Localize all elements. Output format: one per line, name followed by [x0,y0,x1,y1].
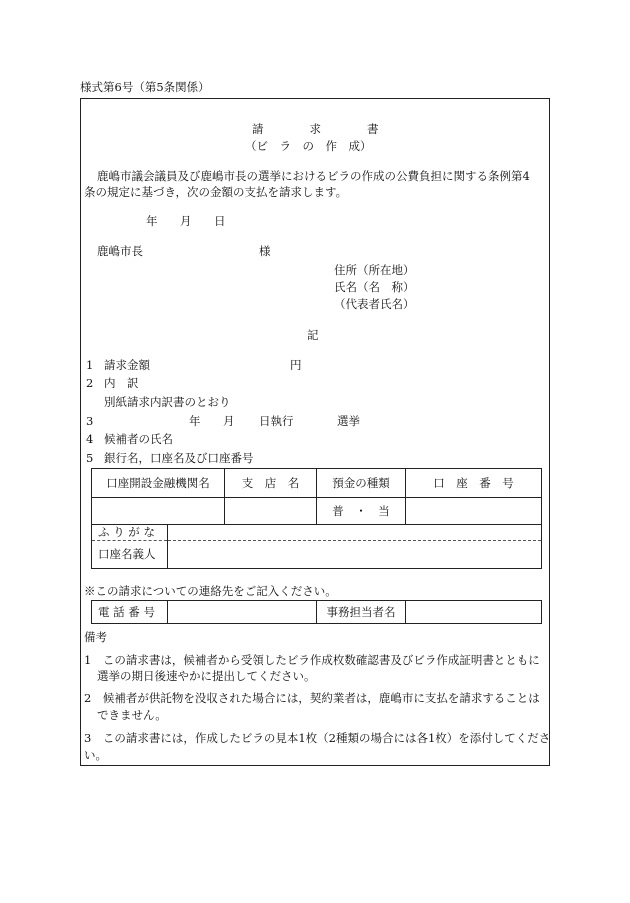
form-subtitle: （ビ ラ の 作 成） [245,139,372,153]
item2-number: 2 [86,376,94,390]
intro-line-1: 鹿嶋市議会議員及び鹿嶋市長の選挙におけるビラの作成の公費負担に関する条例第4 [97,169,530,183]
date-year: 年 [146,214,158,228]
staff-label: 事務担当者名 [317,601,406,624]
item3-election: 選挙 [337,414,360,428]
bank-institution-cell[interactable] [92,498,225,525]
contact-note: ※この請求についての連絡先をご記入ください。 [84,584,337,598]
staff-cell[interactable] [406,601,542,624]
item2-label: 内 訳 [104,376,139,390]
item1-number: 1 [86,358,94,372]
honorific: 様 [259,244,271,258]
item3-month: 月 [223,414,235,428]
account-holder-label: 口座名義人 [92,540,168,568]
form-number: 様式第6号（第5条関係） [80,80,210,94]
remark-3-line-1: 3 この請求書には，作成したビラの見本1枚（2種類の場合には各1枚）を添付してくださ [84,731,551,745]
addressee: 鹿嶋市長 [97,244,143,258]
item1-label: 請求金額 [104,358,150,372]
item3-day: 日執行 [259,414,294,428]
form-title: 請 求 書 [252,122,379,136]
account-holder-table [91,524,542,569]
claimant-address: 住所（所在地） [334,263,415,277]
bank-header-institution: 口座開設金融機関名 [92,469,225,498]
bank-branch-cell[interactable] [225,498,317,525]
ki-heading: 記 [307,328,319,342]
item4-label: 候補者の氏名 [104,432,173,446]
phone-label: 電 話 番 号 [92,601,168,624]
item3-year: 年 [189,414,201,428]
phone-cell[interactable] [168,601,317,624]
furigana-cell[interactable] [168,524,542,540]
bank-header-account-number: 口 座 番 号 [406,469,542,498]
remark-1-line-1: 1 この請求書は，候補者から受領したビラ作成枚数確認書及びビラ作成証明書とともに [84,653,540,667]
item1-unit: 円 [290,358,302,372]
bank-header-branch: 支 店 名 [225,469,317,498]
remark-2-line-2: できません。 [97,708,167,722]
bank-table [91,468,542,525]
claimant-name: 氏名（名 称） [334,280,415,294]
date-month: 月 [180,214,192,228]
furigana-label: ふ り が な [92,524,168,540]
bank-header-deposit-type: 預金の種類 [317,469,406,498]
item2-detail: 別紙請求内訳書のとおり [104,395,231,409]
remark-2-line-1: 2 候補者が供託物を没収された場合には，契約業者は，鹿嶋市に支払を請求することは [84,691,540,705]
item4-number: 4 [86,432,94,446]
remarks-heading: 備考 [84,630,107,644]
bank-account-number-cell[interactable] [406,498,542,525]
date-day: 日 [214,214,226,228]
remark-1-line-2: 選挙の期日後速やかに提出してください。 [97,669,316,683]
bank-deposit-type-cell[interactable]: 普 ・ 当 [317,498,406,525]
remark-3-line-2: い。 [84,748,107,762]
account-holder-cell[interactable] [168,540,542,568]
intro-line-2: 条の規定に基づき，次の金額の支払を請求します。 [84,185,348,199]
item5-label: 銀行名，口座名及び口座番号 [104,451,254,465]
item5-number: 5 [86,451,94,465]
item3-number: 3 [86,414,94,428]
claimant-representative: （代表者氏名） [334,297,415,311]
contact-table [91,600,542,624]
